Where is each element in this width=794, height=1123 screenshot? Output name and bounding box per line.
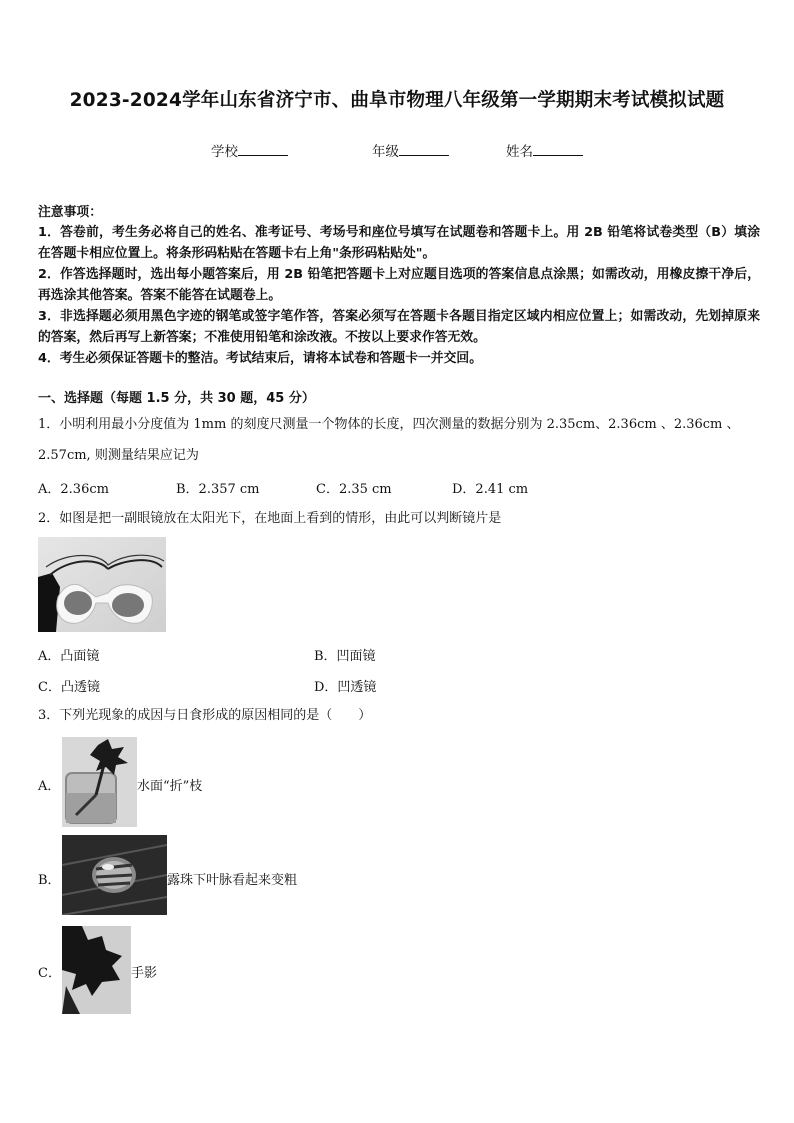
q3-option-a-text: 水面“折”枝	[137, 779, 203, 794]
note-item-3: 3．非选择题必须用黑色字迹的钢笔或签字笔作答，答案必须写在答题卡各题目指定区域内相应位置上；如需改动，先划掉原来的答案，然后再写上新答案；不准使用铅笔和涂改液。不按以上要求作答无效。	[38, 309, 760, 345]
q1-option-c: C．2.35 cm	[316, 482, 392, 497]
note-item-4: 4．考生必须保证答题卡的整洁。考试结束后，请将本试卷和答题卡一并交回。	[38, 351, 482, 366]
dewdrop-leaf-illustration	[62, 835, 167, 915]
question-1-line2: 2.57cm, 则测量结果应记为	[38, 448, 199, 463]
name-field	[506, 140, 583, 160]
glasses-illustration	[38, 537, 166, 632]
bent-branch-image	[62, 737, 137, 827]
glasses-image	[38, 537, 166, 632]
question-1-line1: 1．小明利用最小分度值为 1mm 的刻度尺测量一个物体的长度，四次测量的数据分别为 2.35cm、2.36cm 、2.36cm 、	[38, 417, 740, 432]
q2-option-b: B．凹面镜	[314, 649, 376, 664]
q3-option-a-label: A．	[38, 779, 61, 794]
q1-option-d: D．2.41 cm	[452, 482, 529, 497]
note-item-2: 2．作答选择题时，选出每小题答案后，用 2B 铅笔把答题卡上对应题目选项的答案信息点涂黑；如需改动，用橡皮擦干净后，再选涂其他答案。答案不能答在试题卷上。	[38, 267, 760, 303]
school-field	[211, 140, 288, 160]
name-label: 姓名	[506, 144, 533, 160]
notes-heading: 注意事项：	[38, 205, 102, 220]
grade-label: 年级	[372, 144, 399, 160]
hand-shadow-illustration	[62, 926, 131, 1014]
name-blank	[533, 143, 583, 156]
school-blank	[238, 143, 288, 156]
dewdrop-leaf-image	[62, 835, 167, 915]
note-item-1: 1．答卷前，考生务必将自己的姓名、准考证号、考场号和座位号填写在试题卷和答题卡上。用 2B 铅笔将试卷类型（B）填涂在答题卡相应位置上。将条形码粘贴在答题卡右上角"条形码粘贴处"。	[38, 225, 760, 261]
bent-branch-illustration	[62, 737, 137, 827]
q2-option-c: C．凸透镜	[38, 680, 100, 695]
q1-option-b: B．2.357 cm	[176, 482, 260, 497]
q3-option-b-text: 露珠下叶脉看起来变粗	[167, 873, 298, 888]
question-3-stem: 3．下列光现象的成因与日食形成的原因相同的是（ ）	[38, 708, 372, 723]
q3-option-b-label: B．	[38, 873, 61, 888]
school-label: 学校	[211, 144, 238, 160]
hand-shadow-image	[62, 926, 131, 1014]
section-heading: 一、选择题（每题 1.5 分，共 30 题，45 分）	[38, 391, 315, 406]
grade-blank	[399, 143, 449, 156]
q2-option-a: A．凸面镜	[38, 649, 100, 664]
q3-option-c-label: C．	[38, 966, 61, 981]
question-2-stem: 2．如图是把一副眼镜放在太阳光下，在地面上看到的情形，由此可以判断镜片是	[38, 511, 502, 526]
q3-option-c-text: 手影	[131, 966, 158, 981]
page-title: 2023-2024学年山东省济宁市、曲阜市物理八年级第一学期期末考试模拟试题	[69, 90, 725, 111]
q1-option-a: A．2.36cm	[38, 482, 109, 497]
grade-field	[372, 140, 449, 160]
q2-option-d: D．凹透镜	[314, 680, 377, 695]
